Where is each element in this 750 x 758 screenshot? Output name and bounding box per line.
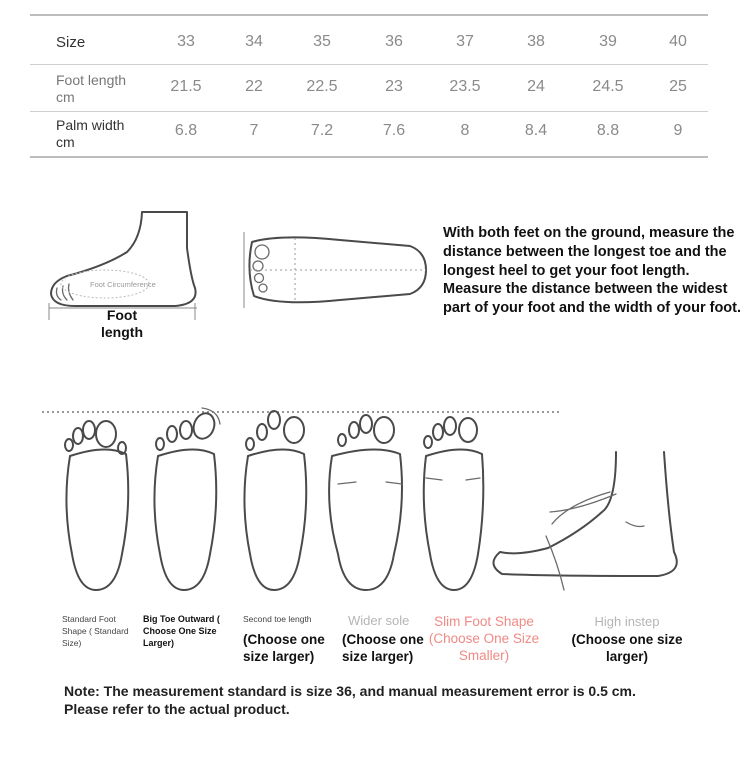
cell: 7.2 — [310, 122, 334, 139]
cell: 21.5 — [170, 78, 202, 95]
caption-big-toe-outward: Big Toe Outward ( Choose One Size Larger) — [143, 614, 220, 648]
side-foot-diagram — [45, 208, 205, 323]
standard-foot-icon — [56, 414, 136, 594]
cell: 8.8 — [596, 122, 620, 139]
table-rule — [30, 111, 708, 112]
cell: 36 — [385, 33, 403, 50]
caption-standard-foot: Standard Foot Shape ( Standard Size) — [62, 614, 129, 648]
cell: 8 — [460, 122, 470, 139]
cell: 6.8 — [174, 122, 198, 139]
cell: 22.5 — [306, 78, 338, 95]
caption-second-toe: Second toe length — [243, 614, 312, 624]
cell: 23.5 — [449, 78, 481, 95]
cell: 38 — [527, 33, 545, 50]
instruction-width: Measure the distance between the widest part of your foot and the width of your foot. — [443, 281, 742, 316]
cell: 23 — [385, 78, 403, 95]
caption-wider-sole: Wider sole — [348, 613, 410, 628]
advice-wider-sole: (Choose one size larger) — [342, 632, 424, 664]
cell: 22 — [245, 78, 263, 95]
cell: 35 — [313, 33, 331, 50]
second-toe-foot-icon — [238, 412, 318, 594]
advice-high-instep: (Choose one size larger) — [571, 632, 683, 664]
cell: 25 — [669, 78, 687, 95]
foot-length-label: Foot length — [101, 307, 143, 340]
cell: 37 — [456, 33, 474, 50]
caption-slim-foot: Slim Foot Shape (Choose One Size Smaller) — [428, 614, 540, 663]
slim-foot-icon — [416, 412, 496, 594]
advice-second-toe: (Choose one size larger) — [243, 632, 325, 664]
row-label-palm-width: Palm width cm — [56, 117, 125, 150]
cell: 8.4 — [524, 122, 548, 139]
wider-sole-foot-icon — [326, 412, 410, 594]
row-label-size: Size — [56, 34, 86, 51]
foot-circumference-label: Foot Circumference — [90, 280, 156, 289]
top-foot-diagram — [240, 230, 430, 310]
cell: 7 — [249, 122, 259, 139]
big-toe-outward-foot-icon — [146, 404, 226, 594]
cell: 40 — [669, 33, 687, 50]
high-instep-foot-icon — [488, 452, 688, 600]
cell: 39 — [599, 33, 617, 50]
cell: 24 — [527, 78, 545, 95]
caption-high-instep: High instep — [594, 614, 660, 629]
row-label-foot-length: Foot length cm — [56, 72, 127, 105]
cell: 7.6 — [382, 122, 406, 139]
cell: 24.5 — [592, 78, 624, 95]
table-top-rule — [30, 14, 708, 16]
cell: 33 — [177, 33, 195, 50]
cell: 9 — [673, 122, 683, 139]
measurement-note: Note: The measurement standard is size 36, and manual measurement error is 0.5 cm. Please refer to the actual product. — [64, 683, 636, 717]
cell: 34 — [245, 33, 263, 50]
table-rule — [30, 64, 708, 65]
table-bottom-rule — [30, 156, 708, 158]
instruction-length: With both feet on the ground, measure the distance between the longest toe and the longest heel to get your foot length. — [443, 225, 735, 279]
